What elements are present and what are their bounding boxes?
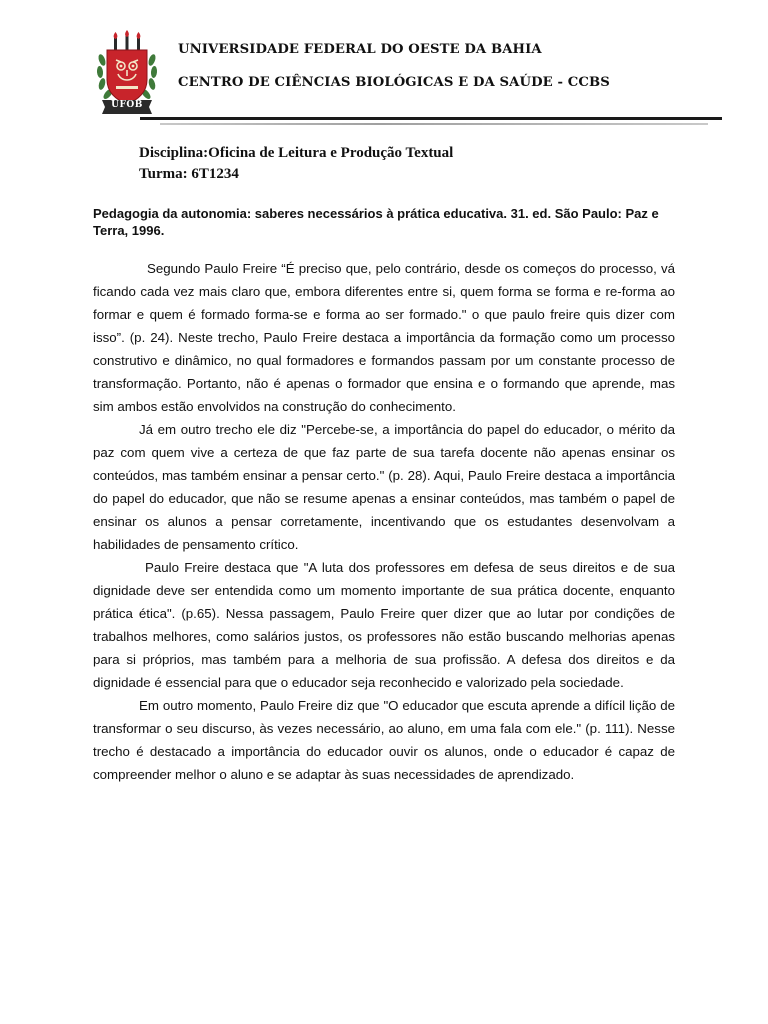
paragraph: Segundo Paulo Freire “É preciso que, pelo contrário, desde os começos do processo, vá ficando cada vez mais claro que, embora diferentes entre si, quem forma se forma e re-forma ao formar e quem é formado forma-se e forma ao ser formado." o que paulo freire quis dizer com isso”. (p. 24). Neste trecho, Paulo Freire destaca a importância da formação como um processo construtivo e dinâmico, no qual formadores e formandos passam por um constante processo de transformação. Portanto, não é apenas o formador que ensina e o formando que aprende, mas sim ambos estão envolvidos na construção do conhecimento. <box>93 261 675 414</box>
header-divider-shadow <box>160 123 708 125</box>
center-name: CENTRO DE CIÊNCIAS BIOLÓGICAS E DA SAÚDE - CCBS <box>178 75 610 90</box>
university-name: UNIVERSIDADE FEDERAL DO OESTE DA BAHIA <box>178 42 542 57</box>
crest-banner-label: UFOB <box>111 100 143 110</box>
essay-body <box>93 257 675 786</box>
bibliographic-reference: Pedagogia da autonomia: saberes necessários à prática educativa. 31. ed. São Paulo: Paz e Terra, 1996. <box>93 206 659 238</box>
paragraph: Já em outro trecho ele diz "Percebe-se, a importância do papel do educador, o mérito da paz com quem vive a certeza de que faz parte de sua tarefa docente não apenas ensinar os conteúdos, mas também ensinar a pensar certo." (p. 28). Aqui, Paulo Freire destaca a importância do papel do educador, que não se resume apenas a ensinar conteúdos, mas também o papel de ensinar os alunos a pensar corretamente, incentivando que os estudantes desenvolvam a habilidades de pensamento crítico. <box>93 422 675 552</box>
course-info <box>139 143 453 185</box>
discipline-line: Disciplina:Oficina de Leitura e Produção Textual <box>139 145 454 161</box>
class-line: Turma: 6T1234 <box>139 166 239 182</box>
paragraph: Em outro momento, Paulo Freire diz que "O educador que escuta aprende a difícil lição de transformar o seu discurso, às vezes necessário, ao aluno, em uma fala com ele." (p. 111). Nesse trecho é destacado a importância do educador ouvir os alunos, onde o educador é capaz de compreender melhor o aluno e se adaptar às suas necessidades de aprendizado. <box>93 698 675 782</box>
header-divider <box>140 117 722 120</box>
paragraph: Paulo Freire destaca que "A luta dos professores em defesa de seus direitos e de sua dignidade deve ser entendida como um momento importante de sua prática docente, enquanto prática ética". (p.65). Nessa passagem, Paulo Freire quer dizer que ao lutar por condições de trabalhos melhores, como salários justos, os professores não estão buscando melhorias apenas para si próprios, mas também para a melhoria de sua profissão. A defesa dos direitos e da dignidade é essencial para que o educador seja reconhecido e valorizado pela sociedade. <box>93 560 675 690</box>
